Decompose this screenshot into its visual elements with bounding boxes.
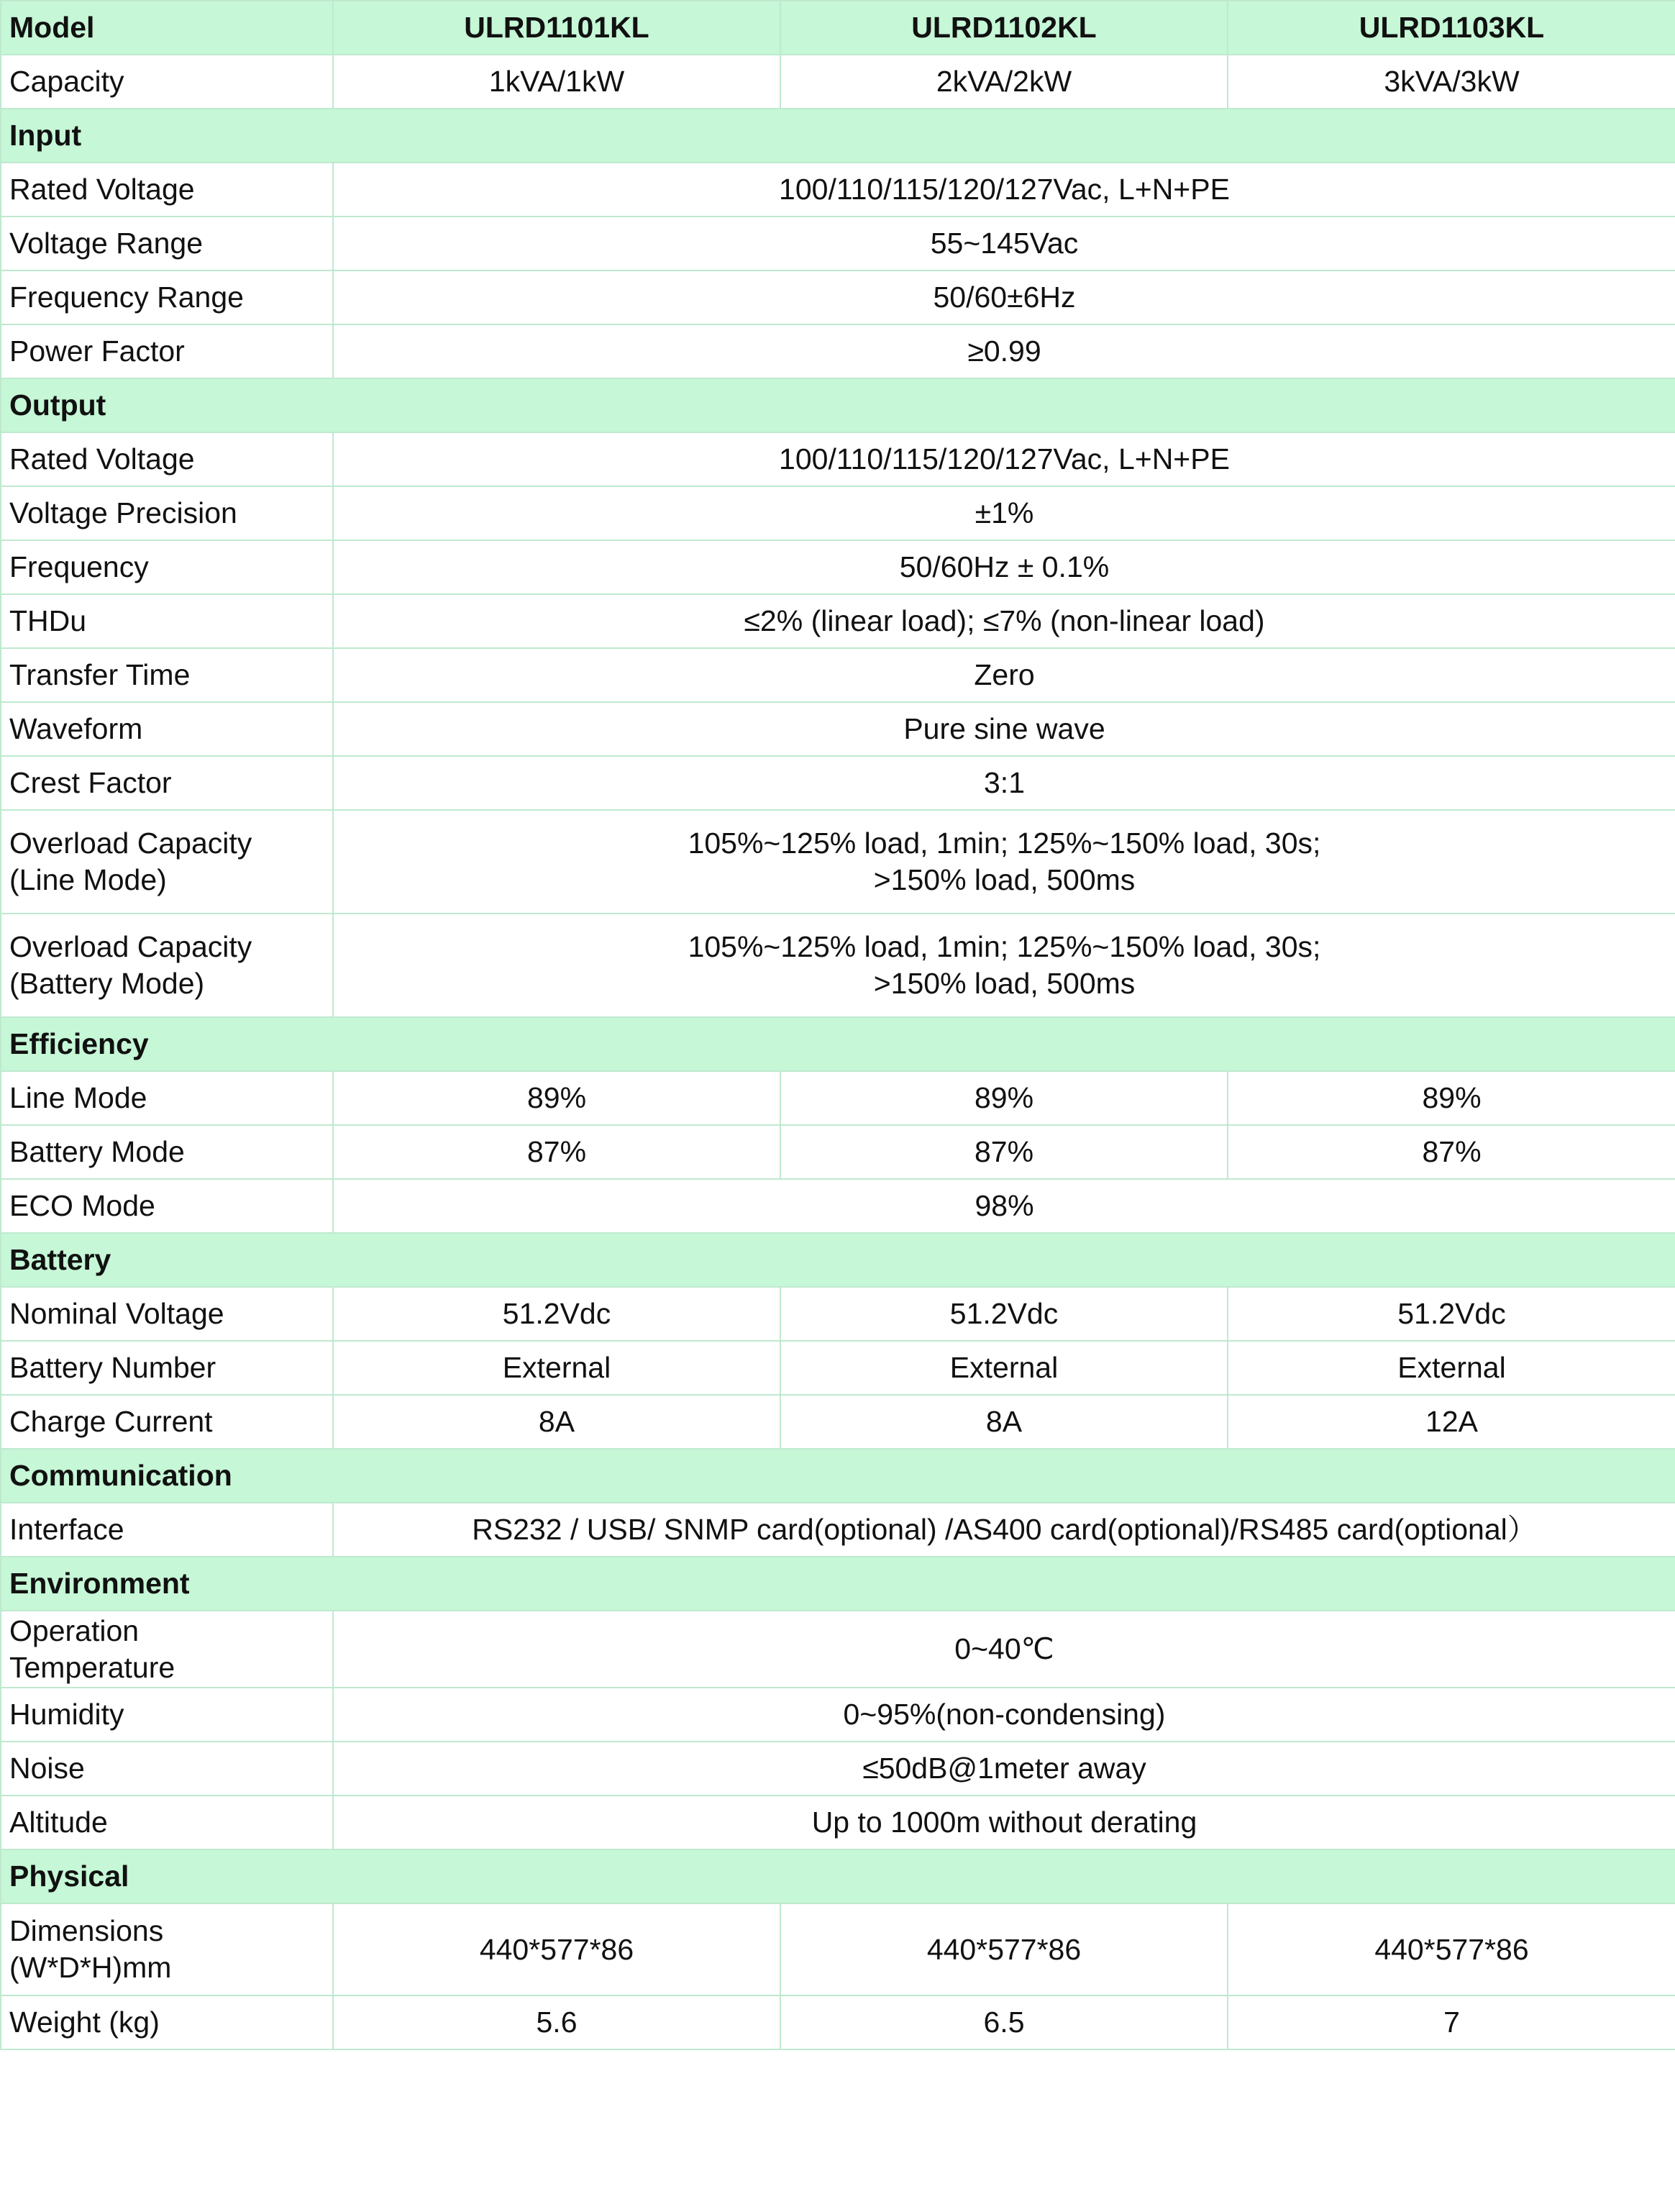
spec-label-line: Overload Capacity (9, 827, 252, 860)
model-name: ULRD1102KL (780, 1, 1228, 55)
spec-label: Line Mode (1, 1071, 333, 1125)
spec-row-operation-temperature (1, 1611, 1675, 1688)
spec-row-battery-mode (1, 1125, 1675, 1179)
spec-row-dimensions (1, 1903, 1675, 1995)
spec-value: 89% (333, 1071, 780, 1125)
spec-value: 98% (333, 1179, 1675, 1233)
spec-value: 8A (780, 1395, 1228, 1449)
spec-value: 89% (1228, 1071, 1675, 1125)
header-row (1, 1, 1675, 55)
spec-row-output-rated-voltage (1, 432, 1675, 486)
spec-value: 55~145Vac (333, 217, 1675, 270)
spec-label: Charge Current (1, 1395, 333, 1449)
section-header-battery (1, 1233, 1675, 1287)
spec-value-line: 105%~125% load, 1min; 125%~150% load, 30s; (688, 930, 1321, 963)
spec-value: 2kVA/2kW (780, 55, 1228, 109)
spec-row-waveform (1, 702, 1675, 756)
spec-value: External (1228, 1341, 1675, 1395)
spec-value: RS232 / USB/ SNMP card(optional) /AS400 card(optional)/RS485 card(optional） (333, 1503, 1675, 1557)
spec-row-transfer-time (1, 648, 1675, 702)
spec-value: 51.2Vdc (780, 1287, 1228, 1341)
spec-value-line: >150% load, 500ms (873, 863, 1136, 896)
spec-label: Nominal Voltage (1, 1287, 333, 1341)
spec-row-charge-current (1, 1395, 1675, 1449)
spec-label (1, 810, 333, 914)
spec-label-line: (Line Mode) (9, 863, 167, 896)
spec-label: Power Factor (1, 324, 333, 378)
spec-label-line: Dimensions (9, 1914, 164, 1947)
spec-row-eco-mode (1, 1179, 1675, 1233)
spec-label: Transfer Time (1, 648, 333, 702)
section-title: Physical (1, 1849, 1675, 1903)
spec-label: Noise (1, 1742, 333, 1795)
spec-value: 50/60Hz ± 0.1% (333, 540, 1675, 594)
spec-label: Capacity (1, 55, 333, 109)
spec-value: ≥0.99 (333, 324, 1675, 378)
spec-value: Pure sine wave (333, 702, 1675, 756)
spec-value: 0~40℃ (333, 1611, 1675, 1688)
spec-value: 1kVA/1kW (333, 55, 780, 109)
spec-value: External (780, 1341, 1228, 1395)
spec-value: Zero (333, 648, 1675, 702)
spec-row-crest-factor (1, 756, 1675, 810)
spec-label: Battery Number (1, 1341, 333, 1395)
spec-value: Up to 1000m without derating (333, 1795, 1675, 1849)
spec-label-line: (Battery Mode) (9, 967, 205, 1000)
spec-label: Voltage Range (1, 217, 333, 270)
spec-value: 100/110/115/120/127Vac, L+N+PE (333, 163, 1675, 217)
spec-label: ECO Mode (1, 1179, 333, 1233)
spec-value: ±1% (333, 486, 1675, 540)
spec-value: 8A (333, 1395, 780, 1449)
spec-value: 51.2Vdc (333, 1287, 780, 1341)
section-title: Input (1, 109, 1675, 163)
spec-row-input-rated-voltage (1, 163, 1675, 217)
spec-row-overload-line-mode (1, 810, 1675, 914)
spec-label: Voltage Precision (1, 486, 333, 540)
section-title: Communication (1, 1449, 1675, 1503)
spec-value: 100/110/115/120/127Vac, L+N+PE (333, 432, 1675, 486)
spec-value: 440*577*86 (780, 1903, 1228, 1995)
spec-row-frequency (1, 540, 1675, 594)
section-title: Battery (1, 1233, 1675, 1287)
section-header-efficiency (1, 1017, 1675, 1071)
section-title: Environment (1, 1557, 1675, 1611)
spec-row-power-factor (1, 324, 1675, 378)
model-header-label: Model (1, 1, 333, 55)
spec-label (1, 1903, 333, 1995)
spec-value: ≤2% (linear load); ≤7% (non-linear load) (333, 594, 1675, 648)
section-header-input (1, 109, 1675, 163)
spec-row-humidity (1, 1688, 1675, 1742)
spec-label (1, 914, 333, 1017)
spec-value: 87% (333, 1125, 780, 1179)
spec-label (1, 1611, 333, 1688)
spec-label-line: Overload Capacity (9, 930, 252, 963)
spec-value: 6.5 (780, 1995, 1228, 2049)
spec-label: Frequency (1, 540, 333, 594)
spec-value: 89% (780, 1071, 1228, 1125)
spec-label-line: Temperature (9, 1650, 175, 1684)
spec-row-overload-battery-mode (1, 914, 1675, 1017)
spec-value-line: >150% load, 500ms (873, 967, 1136, 1000)
spec-row-capacity (1, 55, 1675, 109)
spec-label: Rated Voltage (1, 432, 333, 486)
spec-value: 51.2Vdc (1228, 1287, 1675, 1341)
spec-label: Rated Voltage (1, 163, 333, 217)
spec-value: 12A (1228, 1395, 1675, 1449)
spec-value: 87% (1228, 1125, 1675, 1179)
spec-row-voltage-precision (1, 486, 1675, 540)
spec-value: External (333, 1341, 780, 1395)
section-header-output (1, 378, 1675, 432)
spec-value (333, 810, 1675, 914)
model-name: ULRD1101KL (333, 1, 780, 55)
spec-value: 7 (1228, 1995, 1675, 2049)
spec-row-line-mode (1, 1071, 1675, 1125)
spec-value: 87% (780, 1125, 1228, 1179)
spec-value: 5.6 (333, 1995, 780, 2049)
section-header-environment (1, 1557, 1675, 1611)
spec-row-altitude (1, 1795, 1675, 1849)
spec-label-line: Operation (9, 1614, 140, 1647)
spec-row-frequency-range (1, 270, 1675, 324)
section-title: Efficiency (1, 1017, 1675, 1071)
section-header-physical (1, 1849, 1675, 1903)
spec-value: 50/60±6Hz (333, 270, 1675, 324)
spec-label: Crest Factor (1, 756, 333, 810)
spec-label-line: (W*D*H)mm (9, 1951, 172, 1984)
spec-value (333, 914, 1675, 1017)
spec-label: THDu (1, 594, 333, 648)
spec-label: Battery Mode (1, 1125, 333, 1179)
spec-value: 0~95%(non-condensing) (333, 1688, 1675, 1742)
spec-label: Interface (1, 1503, 333, 1557)
spec-row-thdu (1, 594, 1675, 648)
spec-row-noise (1, 1742, 1675, 1795)
spec-label: Frequency Range (1, 270, 333, 324)
section-header-communication (1, 1449, 1675, 1503)
spec-row-interface (1, 1503, 1675, 1557)
spec-row-voltage-range (1, 217, 1675, 270)
spec-row-weight (1, 1995, 1675, 2049)
section-title: Output (1, 378, 1675, 432)
spec-value: ≤50dB@1meter away (333, 1742, 1675, 1795)
spec-label: Waveform (1, 702, 333, 756)
spec-label: Humidity (1, 1688, 333, 1742)
spec-value: 440*577*86 (1228, 1903, 1675, 1995)
spec-value: 3kVA/3kW (1228, 55, 1675, 109)
spec-label: Altitude (1, 1795, 333, 1849)
spec-label: Weight (kg) (1, 1995, 333, 2049)
spec-row-battery-number (1, 1341, 1675, 1395)
spec-value: 3:1 (333, 756, 1675, 810)
spec-value: 440*577*86 (333, 1903, 780, 1995)
spec-row-nominal-voltage (1, 1287, 1675, 1341)
model-name: ULRD1103KL (1228, 1, 1675, 55)
spec-value-line: 105%~125% load, 1min; 125%~150% load, 30s; (688, 827, 1321, 860)
